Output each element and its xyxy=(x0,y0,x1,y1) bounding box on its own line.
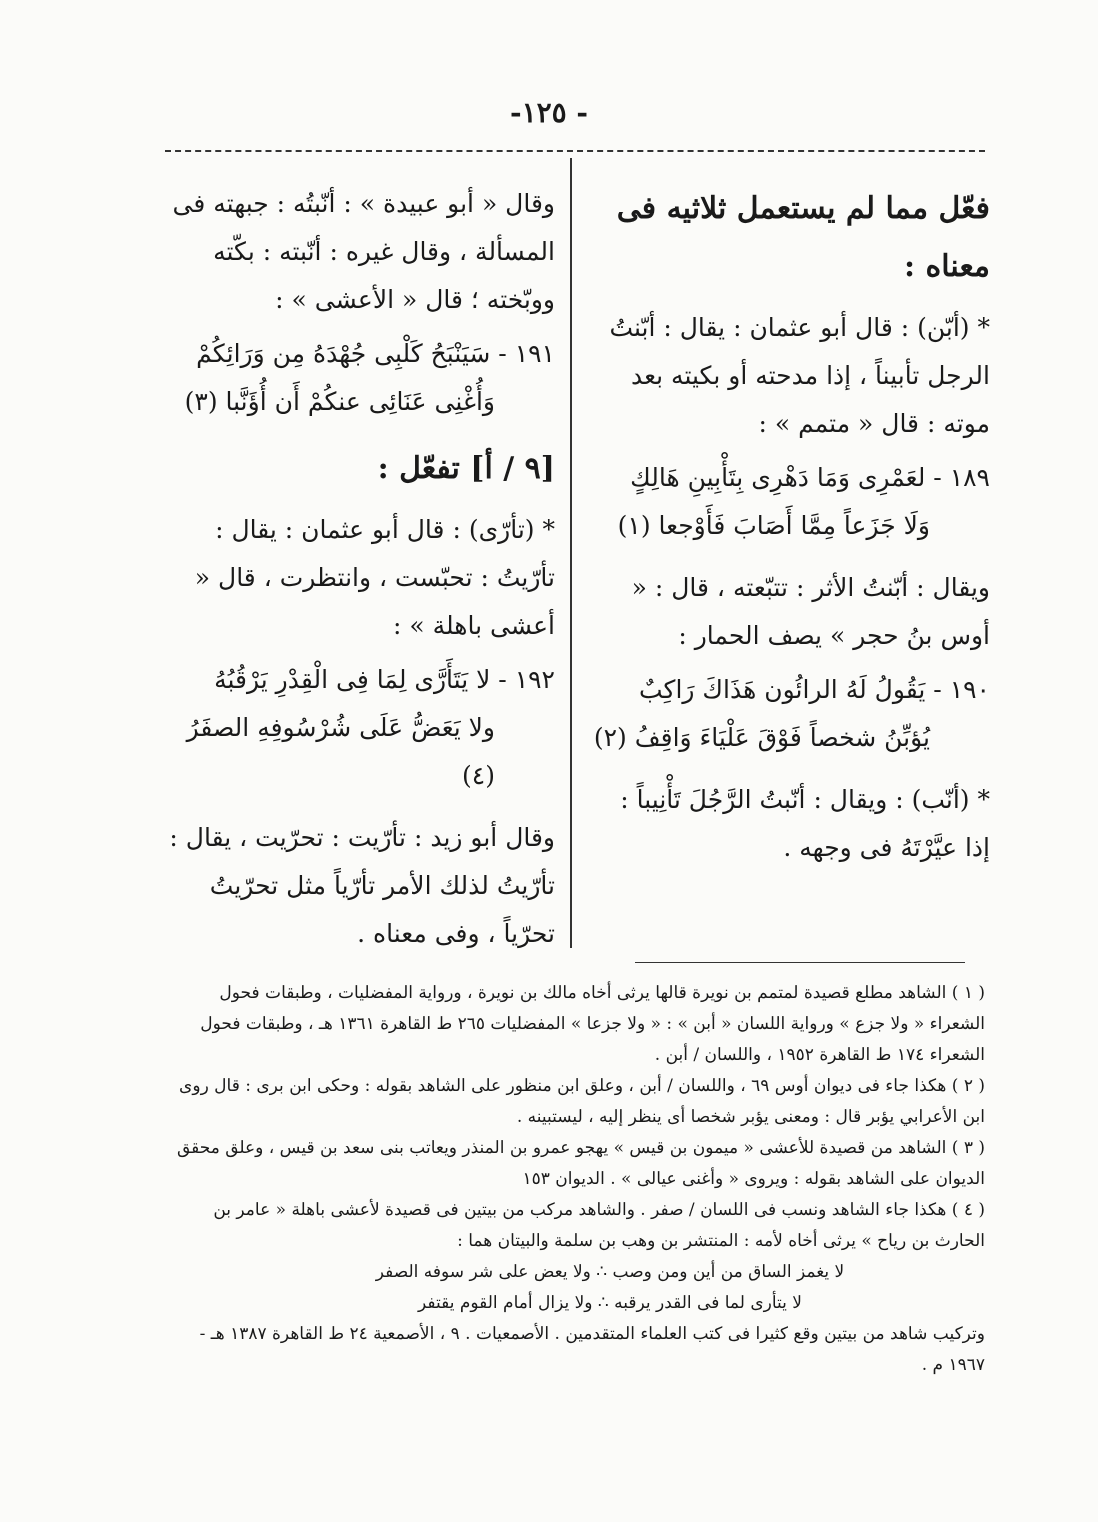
section-heading-right: فعّل مما لم يستعمل ثلاثيه فى معناه : xyxy=(616,191,990,284)
header-rule xyxy=(165,150,985,152)
verse-line: ١٨٩ - لعَمْرِى وَمَا دَهْرِى بِتَأْبِينِ هَالِكٍ xyxy=(630,463,990,492)
verse-line: ١٩٠ - يَقُولُ لَهُ الرائُون هَذَاكَ رَاكِبٌ xyxy=(639,675,990,704)
entry-paragraph: ويقال : أبّنتُ الأثر : تتبّعته ، قال : « أوس بنُ حجر » يصف الحمار : xyxy=(631,573,990,650)
footnotes xyxy=(175,978,985,1381)
entry-paragraph: وقال « أبو عبيدة » : أنّبتُه : جبهته فى المسألة ، وقال غيره : أنّبته : بكّته ووبّخته ؛ قال « الأعشى » : xyxy=(172,189,555,314)
verse-192 xyxy=(160,656,555,800)
verse-line: وَلَا جَزَعاً مِمَّا أَصَابَ فَأَوْجعا (١) xyxy=(617,511,930,540)
verse-line: وَأُغْنِى عَنَائِى عنكُمْ أَن أُؤَنَّبا (٣) xyxy=(184,387,495,416)
verse-line: ولا يَعَضُّ عَلَى شُرْسُوفِهِ الصفَرُ (٤) xyxy=(186,713,495,790)
right-column xyxy=(590,180,990,878)
footnote-rule xyxy=(635,962,965,963)
footnote-4: ( ٤ ) هكذا جاء الشاهد ونسب فى اللسان / صفر . والشاهد مركب من بيتين فى قصيدة لأعشى باهلة « عامر بن الحارث بن رياح » يرثى أخاه لأمه : المنتشر بن وهب بن سلمة والبيتان هما : xyxy=(213,1200,985,1251)
verse-line: ١٩١ - سَيَنْبَحُ كَلْبِى جُهْدَهُ مِن وَرَائِكُمْ xyxy=(196,339,555,368)
column-divider xyxy=(570,158,572,948)
footnote-poem-line: لا يتأرى لما فى القدر يرقبه ∴ ولا يزال أمام القوم يقتفر xyxy=(418,1293,802,1313)
page-number: -١٢٥ - xyxy=(509,96,589,129)
footnote-2: ( ٢ ) هكذا جاء فى ديوان أوس ٦٩ ، واللسان / أبن ، وعلق ابن منظور على الشاهد بقوله : وحكى ابن برى : قال روى ابن الأعرابي يؤبر قال : ومعنى يؤبر شخصا أى ينظر إليه ، ليستبينه . xyxy=(179,1076,985,1127)
footnote-1: ( ١ ) الشاهد مطلع قصيدة لمتمم بن نويرة قالها يرثى أخاه مالك بن نويرة ، ورواية المفضليات ، وطبقات فحول الشعراء « ولا جزع » ورواية اللسان « أبن » : « ولا جزعا » المفضليات ٢٦٥ ط القاهرة ١٣٦١ هـ ، وطبقات فحول الشعراء ١٧٤ ط القاهرة ١٩٥٢ ، واللسان / أبن . xyxy=(200,983,985,1065)
entry-abbana: * (أبّن) : قال أبو عثمان : يقال : أبّنتُ الرجل تأبيناً ، إذا مدحته أو بكيته بعد موته : قال « متمم » : xyxy=(609,313,990,438)
entry-paragraph: وقال أبو زيد : تأرّيت : تحرّيت ، يقال : تأرّيتُ لذلك الأمر تأرّياً مثل تحرّيتُ تحرّياً ، وفى معناه . xyxy=(169,823,555,948)
verse-line: ١٩٢ - لا يَتَأَرَّى لِمَا فِى الْقِدْرِ يَرْقُبُهُ xyxy=(214,665,555,694)
verse-line: يُؤبِّنُ شخصاً فَوْقَ عَلْيَاءَ وَاقِفُ (٢) xyxy=(593,723,930,752)
left-column xyxy=(160,180,555,964)
section-heading-left: [٩ / أ] تفعّل : xyxy=(377,451,555,486)
verse-191 xyxy=(160,330,555,426)
footnote-end: وتركيب شاهد من بيتين وقع كثيرا فى كتب العلماء المتقدمين . الأصمعيات . ٩ ، الأصمعية ٢٤ ط القاهرة ١٣٨٧ هـ - ١٩٦٧ م . xyxy=(199,1324,985,1375)
verse-190 xyxy=(590,666,990,762)
footnote-3: ( ٣ ) الشاهد من قصيدة للأعشى « ميمون بن قيس » يهجو عمرو بن المنذر ويعاتب بنى سعد بن قيس ، وعلق محقق الديوان على الشاهد بقوله : ويروى « وأغنى عيالى » . الديوان ١٥٣ xyxy=(176,1138,985,1189)
footnote-poem-line: لا يغمز الساق من أين ومن وصب ∴ ولا يعض على شر سوفه الصفر xyxy=(375,1262,845,1282)
entry-taarra: * (تأرّى) : قال أبو عثمان : يقال : تأرّيتُ : تحبّست ، وانتظرت ، قال « أعشى باهلة » : xyxy=(194,515,555,640)
entry-annaba: * (أنّب) : ويقال : أنّبتُ الرَّجُلَ تَأْنِيباً : إذا عيَّرْتَهُ فى وجهه . xyxy=(620,785,990,862)
verse-189 xyxy=(590,454,990,550)
